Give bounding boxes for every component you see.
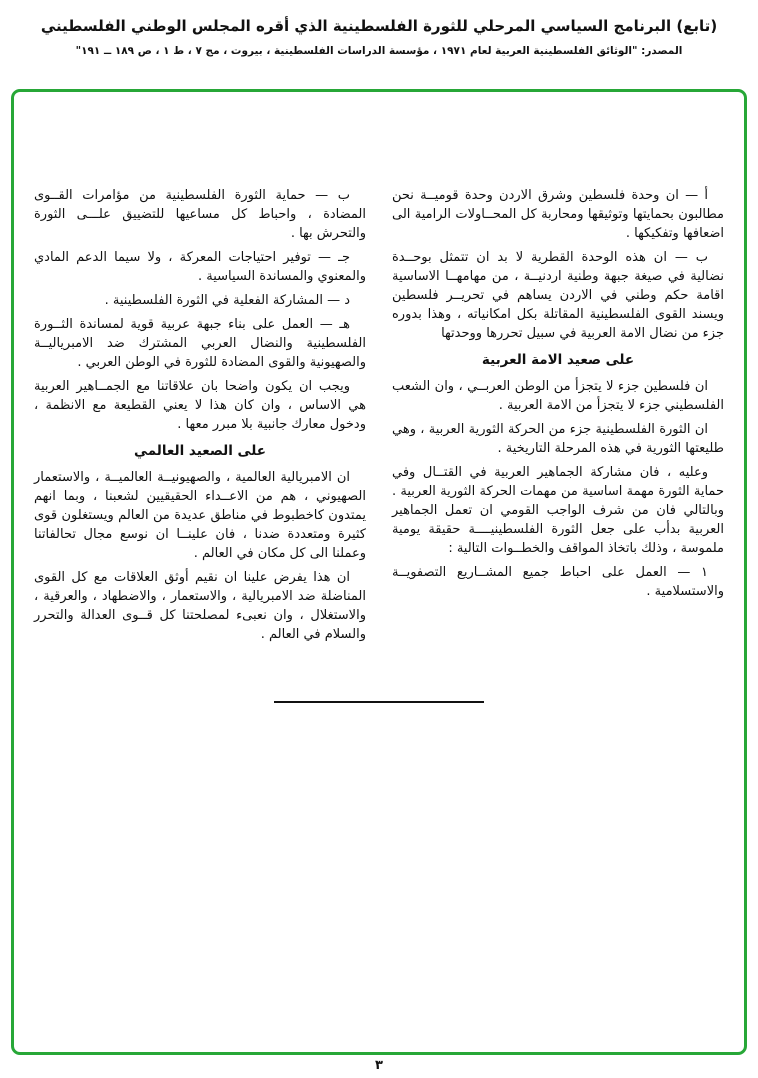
page-number: ٣	[375, 1058, 383, 1073]
section-heading: على الصعيد العالمي	[134, 443, 266, 459]
paragraph: ان الامبريالية العالمية ، والصهيونيــة العالميــة ، والاستعمار الصهيوني ، هم من الاعــداء الحقيقيين لشعبنا ، وبما انهم يمتدون كاخطبوط في مناطق عديدة من العالم ويستغلون قوى كثيرة ومتعددة ضدنا ، فان علينــا ان نوسع مجال تحالفاتنا وعملنا الى كل مكان في العالم .	[34, 470, 366, 561]
column-left	[34, 186, 366, 649]
paragraph: جـ — توفير احتياجات المعركة ، ولا سيما الدعم المادي والمعنوي والمساندة السياسية .	[34, 250, 366, 284]
horizontal-rule	[274, 701, 484, 703]
paragraph: هـ — العمل على بناء جبهة عربية قوية لمساندة الثــورة الفلسطينية والنضال العربي المشترك ضد الامبرياليــة والصهيونية والقوى المضادة للثورة في الوطن العربي .	[34, 317, 366, 370]
document-header	[0, 0, 758, 59]
paragraph: ان الثورة الفلسطينية جزء من الحركة الثورية العربية ، وهي طليعتها الثورية في هذه المرحلة التاريخية .	[392, 422, 724, 456]
paragraph: وعليه ، فان مشاركة الجماهير العربية في القتــال وفي حماية الثورة مهمة اساسية من مهمات الحركة الثورية العربية . وبالتالي فان من شرف الواجب القومي ان تعمل الجماهير العربية بدأب على جعل الثورة الفلسطينيــــة حقيقة يومية ملموسة ، وذلك باتخاذ المواقف والخطــوات التالية :	[392, 465, 724, 556]
document-title: (تابع) البرنامج السياسي المرحلي للثورة الفلسطينية الذي أقره المجلس الوطني الفلسطيني	[40, 17, 718, 35]
section-heading: على صعيد الامة العربية	[481, 352, 635, 368]
paragraph: ان فلسطين جزء لا يتجزأ من الوطن العربــي ، وان الشعب الفلسطيني جزء لا يتجزأ من الامة العربية .	[392, 379, 724, 413]
paragraph: ب — ان هذه الوحدة القطرية لا بد ان تتمثل بوحــدة نضالية في صيغة جبهة وطنية اردنيــة ، من مهامهــا الاساسية اقامة حكم وطني في الاردن يساهم في تحريــر فلسطين ويسند القوى الفلسطينية المقاتلة بكل امكانياته ، وهذا بدوره جزء من نضال الامة العربية في سبيل تحررها ووحدتها	[392, 250, 724, 341]
paragraph: د — المشاركة الفعلية في الثورة الفلسطينية .	[104, 293, 350, 308]
content-frame	[11, 89, 747, 1055]
paragraph: ب — حماية الثورة الفلسطينية من مؤامرات القــوى المضادة ، واحباط كل مساعيها للتضييق علـــى الثورة والتحرش بها .	[34, 188, 366, 241]
document-source-line: المصدر: "الوثائق الفلسطينية العربية لعام ١٩٧١ ، مؤسسة الدراسات الفلسطينية ، بيروت ، مج ٧ ، ط ١ ، ص ١٨٩ ــ ١٩١"	[75, 45, 683, 57]
paragraph: ان هذا يفرض علينا ان نقيم أوثق العلاقات مع كل القوى المناضلة ضد الامبريالية ، والاستعمار ، والاضطهاد ، والعرقية ، والاستغلال ، وان نعبىء لمصلحتنا كل قــوى العدالة والتحرر والسلام في العالم .	[34, 570, 366, 642]
paragraph: أ — ان وحدة فلسطين وشرق الاردن وحدة قوميــة نحن مطالبون بحمايتها وتوثيقها ومحاربة كل المحــاولات الرامية الى اضعافها وتفكيكها .	[392, 188, 724, 241]
column-right	[392, 186, 724, 649]
paragraph: ١ — العمل على احباط جميع المشــاريع التصفويــة والاستسلامية .	[392, 565, 724, 599]
paragraph: ويجب ان يكون واضحا بان علاقاتنا مع الجمــاهير العربية هي الاساس ، وان كان هذا لا يعني القطيعة مع الانظمة ، ودخول معارك جانبية بلا مبرر معها .	[34, 379, 366, 432]
text-columns	[14, 92, 744, 649]
